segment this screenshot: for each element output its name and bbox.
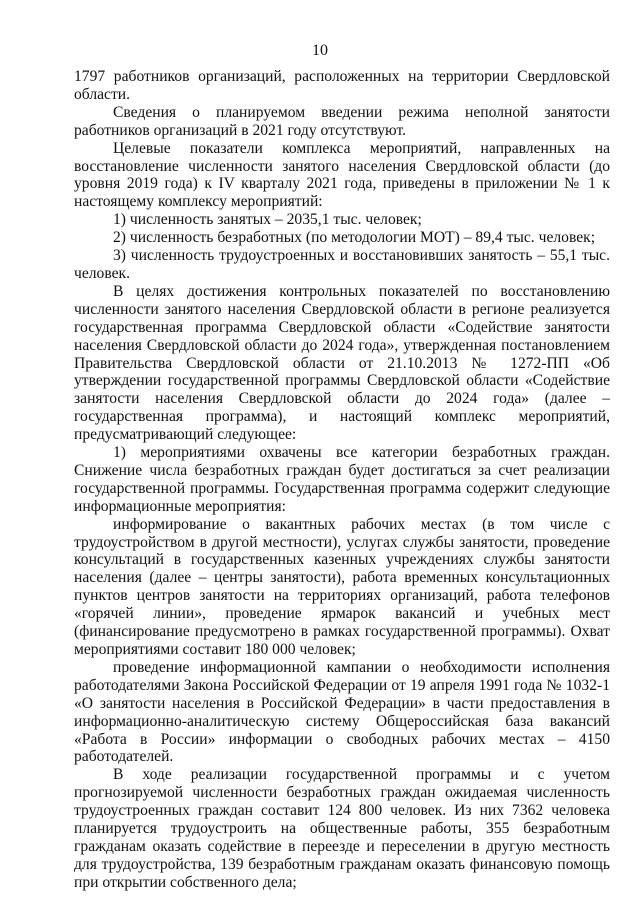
paragraph-workers-count: 1797 работников организаций, расположенных на территории Свердловской области. xyxy=(74,68,610,103)
list-item-reemployed: 3) численность трудоустроенных и восстановивших занятость – 55,1 тыс. человек. xyxy=(74,247,610,282)
paragraph-info-campaign: проведение информационной кампании о необходимости исполнения работодателями Закона Российской Федерации от 19 апреля 1991 года № 1032-1 «О занятости населения в Российской Федерации» в части предоставления в информационно-аналитическую систему Общероссийская база вакансий «Работа в России» информации о свободных рабочих местах – 4150 работодателей. xyxy=(74,658,610,766)
list-item-employed: 1) численность занятых – 2035,1 тыс. человек; xyxy=(113,211,422,229)
paragraph-expected-employment: В ходе реализации государственной программы и с учетом прогнозируемой численности безработных граждан ожидаемая численность трудоустроенных граждан составит 124 800 человек. Из них 7362 человека планируется трудоустроить на общественные работы, 355 безработным гражданам оказать содействие в переезде и переселении в другую местность для трудоустройства, 139 безработным гражданам оказать финансовую помощь при открытии собственного дела; xyxy=(74,766,610,891)
list-item-unemployed: 2) численность безработных (по методологии МОТ) – 89,4 тыс. человек; xyxy=(113,229,596,247)
paragraph-part-time-info: Сведения о планируемом введении режима неполной занятости работников организаций в 2021 году отсутствуют. xyxy=(74,103,610,139)
paragraph-informing: информирование о вакантных рабочих местах (в том числе с трудоустройством в другой местности), услугах службы занятости, проведение консультаций в государственных казенных учреждениях службы занятости населения (далее – центры занятости), работа временных консультационных пунктов центров занятости на территориях организаций, работа телефонов «горячей линии», проведение ярмарок вакансий и учебных мест (финансирование предусмотрено в рамках государственной программы). Охват мероприятиями составит 180 000 человек; xyxy=(74,515,610,658)
paragraph-target-indicators: Целевые показатели комплекса мероприятий, направленных на восстановление численности занятого населения Свердловской области (до уровня 2019 года) к IV кварталу 2021 года, приведены в приложении № 1 к настоящему комплексу мероприятий: xyxy=(74,139,610,211)
page-number: 10 xyxy=(312,42,328,59)
paragraph-state-program: В целях достижения контрольных показателей по восстановлению численности занятого населения Свердловской области в регионе реализуется государственная программа Свердловской области «Содействие занятости населения Свердловской области до 2024 года», утвержденная постановлением Правительства Свердловской области от 21.10.2013 № 1272-ПП «Об утверждении государственной программы Свердловской области «Содействие занятости населения Свердловской области до 2024 года» (далее – государственная программа), и настоящий комплекс мероприятий, предусматривающий следующее: xyxy=(74,282,610,444)
paragraph-measures-coverage: 1) мероприятиями охвачены все категории безработных граждан. Снижение числа безработных граждан будет достигаться за счет реализации государственной программы. Государственная программа содержит следующие информационные мероприятия: xyxy=(74,444,610,515)
document-body xyxy=(74,68,610,892)
